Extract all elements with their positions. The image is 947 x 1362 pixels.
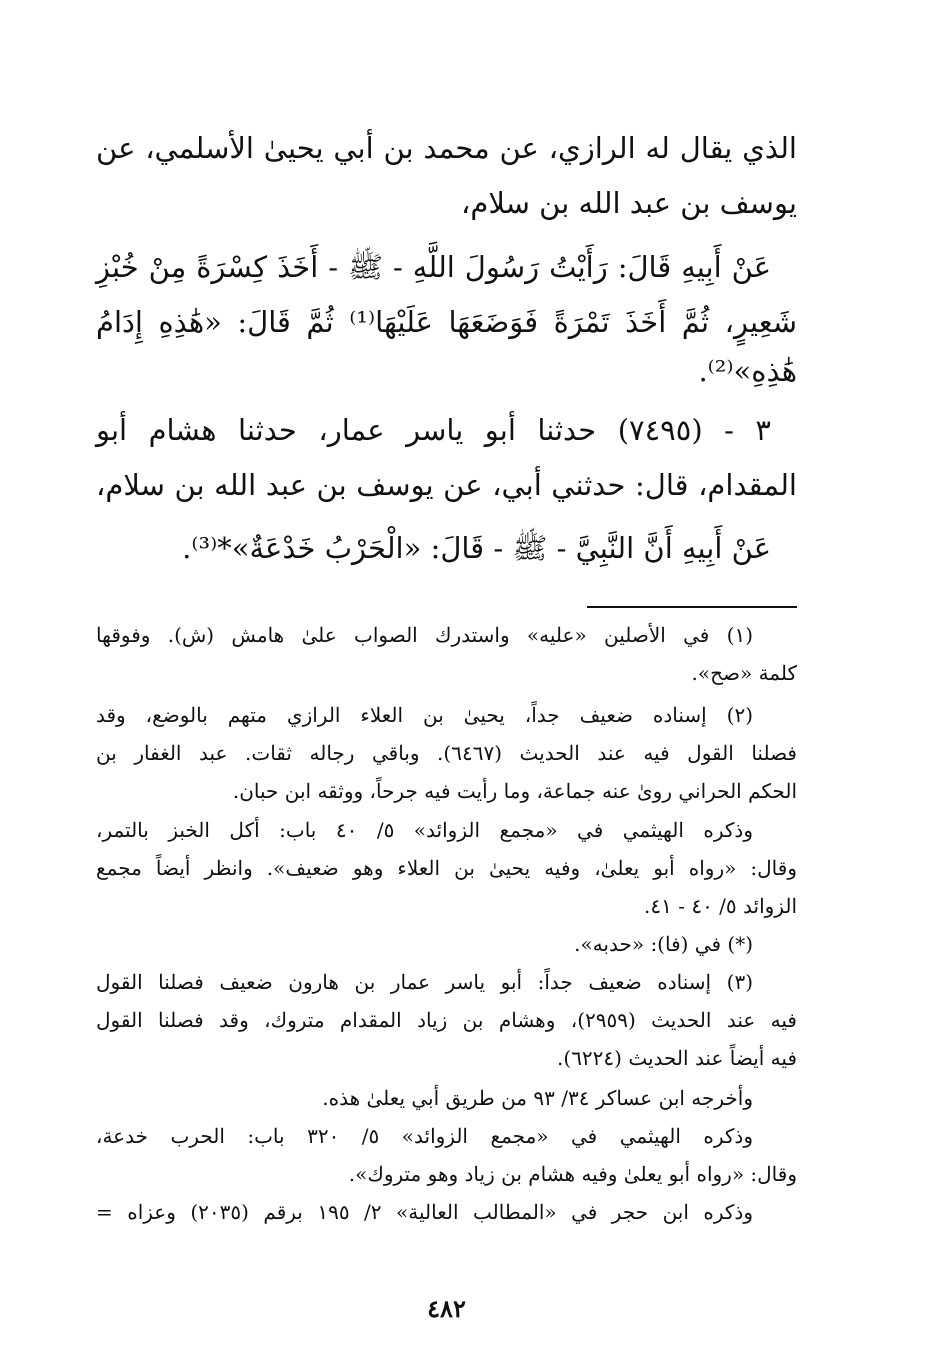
footnote-line: وقال: «رواه أبو يعلىٰ وفيه هشام بن زياد وهو متروك». [348, 1162, 797, 1186]
main-text-line: يوسف بن عبد الله بن سلام، [461, 186, 797, 220]
footnote-line: الزوائد ٥/ ٤٠ - ٤١. [644, 894, 797, 918]
isnad-text-line: المقدام، قال: حدثني أبي، عن يوسف بن عبد الله بن سلام، [96, 468, 797, 502]
page-number: ٤٨٢ [427, 1294, 466, 1323]
footnote-line: فيه أيضاً عند الحديث (٦٢٢٤). [557, 1046, 797, 1070]
footnote-line: (٢) إسناده ضعيف جداً، يحيىٰ بن العلاء الرازي متهم بالوضع، وقد [96, 703, 753, 727]
footnote-line: وقال: «رواه أبو يعلىٰ، وفيه يحيىٰ بن العلاء وهو ضعيف». وانظر أيضاً مجمع [96, 856, 797, 880]
footnote-line: وذكره ابن حجر في «المطالب العالية» ٢/ ١٩٥ برقم (٢٠٣٥) وعزاه = [96, 1200, 753, 1224]
book-page [96, 0, 797, 1362]
hadith-text-line: هَٰذِهِ»⁽²⁾. [698, 354, 797, 388]
footnote-line: فيه عند الحديث (٢٩٥٩)، وهشام بن زياد المقدام متروك، وقد فصلنا القول [96, 1008, 797, 1032]
isnad-text-line: ٣ - (٧٤٩٥) حدثنا أبو ياسر عمار، حدثنا هشام أبو [96, 413, 771, 447]
footnote-line: (*) في (فا): «حدبه». [574, 932, 753, 956]
footnote-line: وذكره الهيثمي في «مجمع الزوائد» ٥/ ٤٠ باب: أكل الخبز بالتمر، [96, 818, 754, 842]
hadith-text-line: عَنْ أَبِيهِ أَنَّ النَّبِيَّ - ﷺ - قَالَ: «الْحَرْبُ خَدْعَةٌ»*⁽³⁾. [182, 531, 771, 565]
footnote-line: كلمة «صح». [691, 661, 797, 685]
main-text-line: الذي يقال له الرازي، عن محمد بن أبي يحيىٰ الأسلمي، عن [96, 131, 797, 165]
footnote-separator [587, 606, 797, 608]
footnote-line: فصلنا القول فيه عند الحديث (٦٤٦٧). وباقي رجاله ثقات. عبد الغفار بن [96, 741, 797, 765]
footnote-line: وأخرجه ابن عساكر ٣٤/ ٩٣ من طريق أبي يعلىٰ هذه. [322, 1086, 753, 1110]
footnote-line: الحكم الحراني روىٰ عنه جماعة، وما رأيت فيه جرحاً، ووثقه ابن حبان. [232, 779, 797, 803]
hadith-text-line: شَعِيرٍ، ثُمَّ أَخَذَ تَمْرَةً فَوَضَعَهَا عَلَيْهَا⁽¹⁾ ثُمَّ قَالَ: «هَٰذِهِ إِدَامُ [96, 305, 798, 339]
footnote-line: (١) في الأصلين «عليه» واستدرك الصواب علىٰ هامش (ش). وفوقها [96, 623, 753, 647]
footnote-line: (٣) إسناده ضعيف جداً: أبو ياسر عمار بن هارون ضعيف فصلنا القول [96, 970, 753, 994]
footnote-line: وذكره الهيثمي في «مجمع الزوائد» ٥/ ٣٢٠ باب: الحرب خدعة، [96, 1124, 753, 1148]
hadith-text-line: عَنْ أَبِيهِ قَالَ: رَأَيْتُ رَسُولَ اللَّهِ - ﷺ - أَخَذَ كِسْرَةً مِنْ خُبْزِ [96, 250, 771, 284]
